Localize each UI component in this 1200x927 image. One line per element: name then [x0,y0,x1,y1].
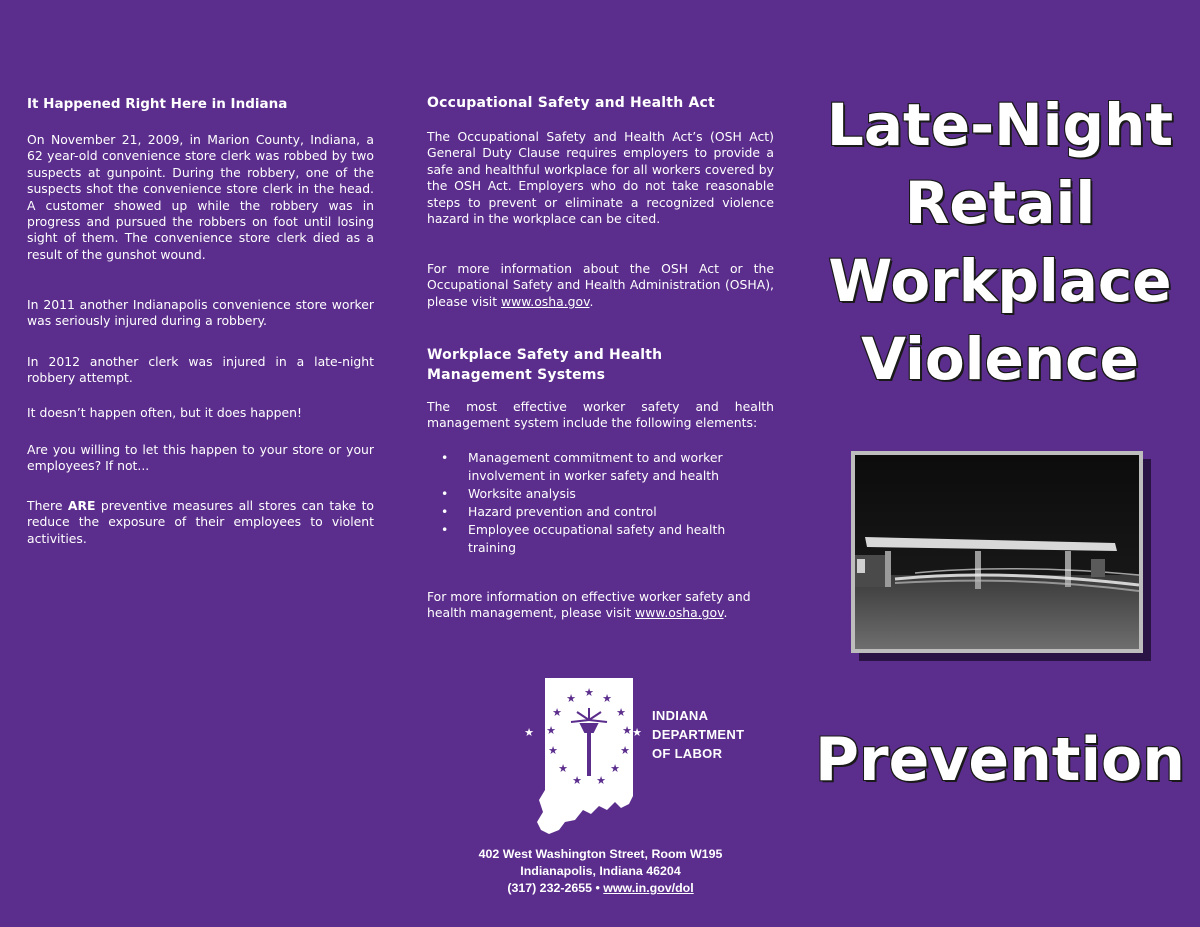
svg-text:★: ★ [566,693,576,705]
list-item: • Hazard prevention and control [427,503,774,521]
osh-info-paragraph [427,261,774,310]
svg-text:★: ★ [558,763,568,775]
story-paragraph: In 2011 another Indianapolis convenience store worker was seriously injured during a robbery. [27,297,374,329]
department-name [652,706,744,763]
svg-text:★: ★ [596,775,606,787]
left-panel [27,0,374,927]
story-paragraph: It doesn’t happen often, but it does happen! [27,405,302,420]
gas-station-photo [851,451,1143,653]
svg-text:★: ★ [620,745,630,757]
title-line: Workplace [828,247,1172,315]
management-info-period: . [723,605,728,621]
osh-act-heading: Occupational Safety and Health Act [427,95,715,111]
story-paragraph: On November 21, 2009, in Marion County, Indiana, a 62 year-old convenience store clerk was robbed by two suspects at gunpoint. During the robbery, one of the suspects shot the convenience store clerk in the head. A customer showed up while the robbery was in progress and pursued the robbers on foot until losing sight of them. The convenience store clerk died as a result of the gunshot wound. [27,132,374,262]
list-item: • Management commitment to and worker involvement in worker safety and health [427,449,774,485]
svg-text:★: ★ [610,763,620,775]
story-paragraph: Are you willing to let this happen to your store or your employees? If not... [27,442,374,474]
city-address: Indianapolis, Indiana 46204 [520,864,681,878]
svg-text:★: ★ [584,687,594,699]
osh-info-period: . [589,293,594,309]
svg-text:★: ★ [548,745,558,757]
contact-address [427,846,774,897]
elements-list [427,449,774,557]
title-line: Violence [861,325,1139,393]
osha-link[interactable]: www.osha.gov [501,293,590,309]
prevention-text-before: There [27,498,68,513]
management-info-text: For more information on effective worker safety and health management, please visit [427,589,751,621]
list-item: • Worksite analysis [427,485,774,503]
prevention-emphasis: ARE [67,498,96,513]
svg-text:★: ★ [546,725,556,737]
story-paragraph: In 2012 another clerk was injured in a late-night robbery attempt. [27,354,374,386]
osh-info-text: For more information about the OSH Act or the Occupational Safety and Health Administration (OSHA), please visit [427,261,774,309]
story-heading: It Happened Right Here in Indiana [27,96,288,112]
management-heading-line: Workplace Safety and Health [427,347,663,363]
svg-text:★: ★ [632,727,642,739]
list-item: • Employee occupational safety and health training [427,521,774,557]
department-name-line: OF LABOR [652,746,723,761]
cover-subtitle: Prevention [815,725,1185,795]
dol-website-link[interactable]: www.in.gov/dol [603,881,694,895]
title-line: Retail [904,169,1096,237]
svg-text:★: ★ [622,725,632,737]
phone-number: (317) 232-2655 [507,881,593,895]
phone-and-website [427,880,774,897]
osh-act-paragraph: The Occupational Safety and Health Act’s (OSH Act) General Duty Clause requires employers to provide a safe and healthful workplace for all workers covered by the OSH Act. Employers who do not take reasonable steps to prevent or eliminate a recognized violence hazard in the workplace can be cited. [427,129,774,227]
department-name-line: DEPARTMENT [652,727,745,742]
night-gas-station-image [855,455,1139,649]
svg-text:★: ★ [572,775,582,787]
title-line: Late-Night [826,91,1174,159]
svg-text:★: ★ [602,693,612,705]
prevention-paragraph [27,498,374,547]
svg-text:★: ★ [616,707,626,719]
management-heading-line: Management Systems [427,367,606,383]
prevention-text-after: preventive measures all stores can take to reduce the exposure of their employees to violent activities. [27,498,375,546]
management-intro: The most effective worker safety and health management system include the following elements: [427,399,774,431]
osha-link[interactable]: www.osha.gov [635,605,724,621]
department-name-line: INDIANA [652,708,709,723]
separator: • [592,881,604,895]
svg-text:★: ★ [552,707,562,719]
management-systems-heading [427,345,774,385]
cover-title [800,86,1200,398]
cover-panel [800,0,1200,927]
street-address: 402 West Washington Street, Room W195 [478,847,723,861]
svg-text:★: ★ [524,727,534,739]
management-info-paragraph [427,589,774,622]
